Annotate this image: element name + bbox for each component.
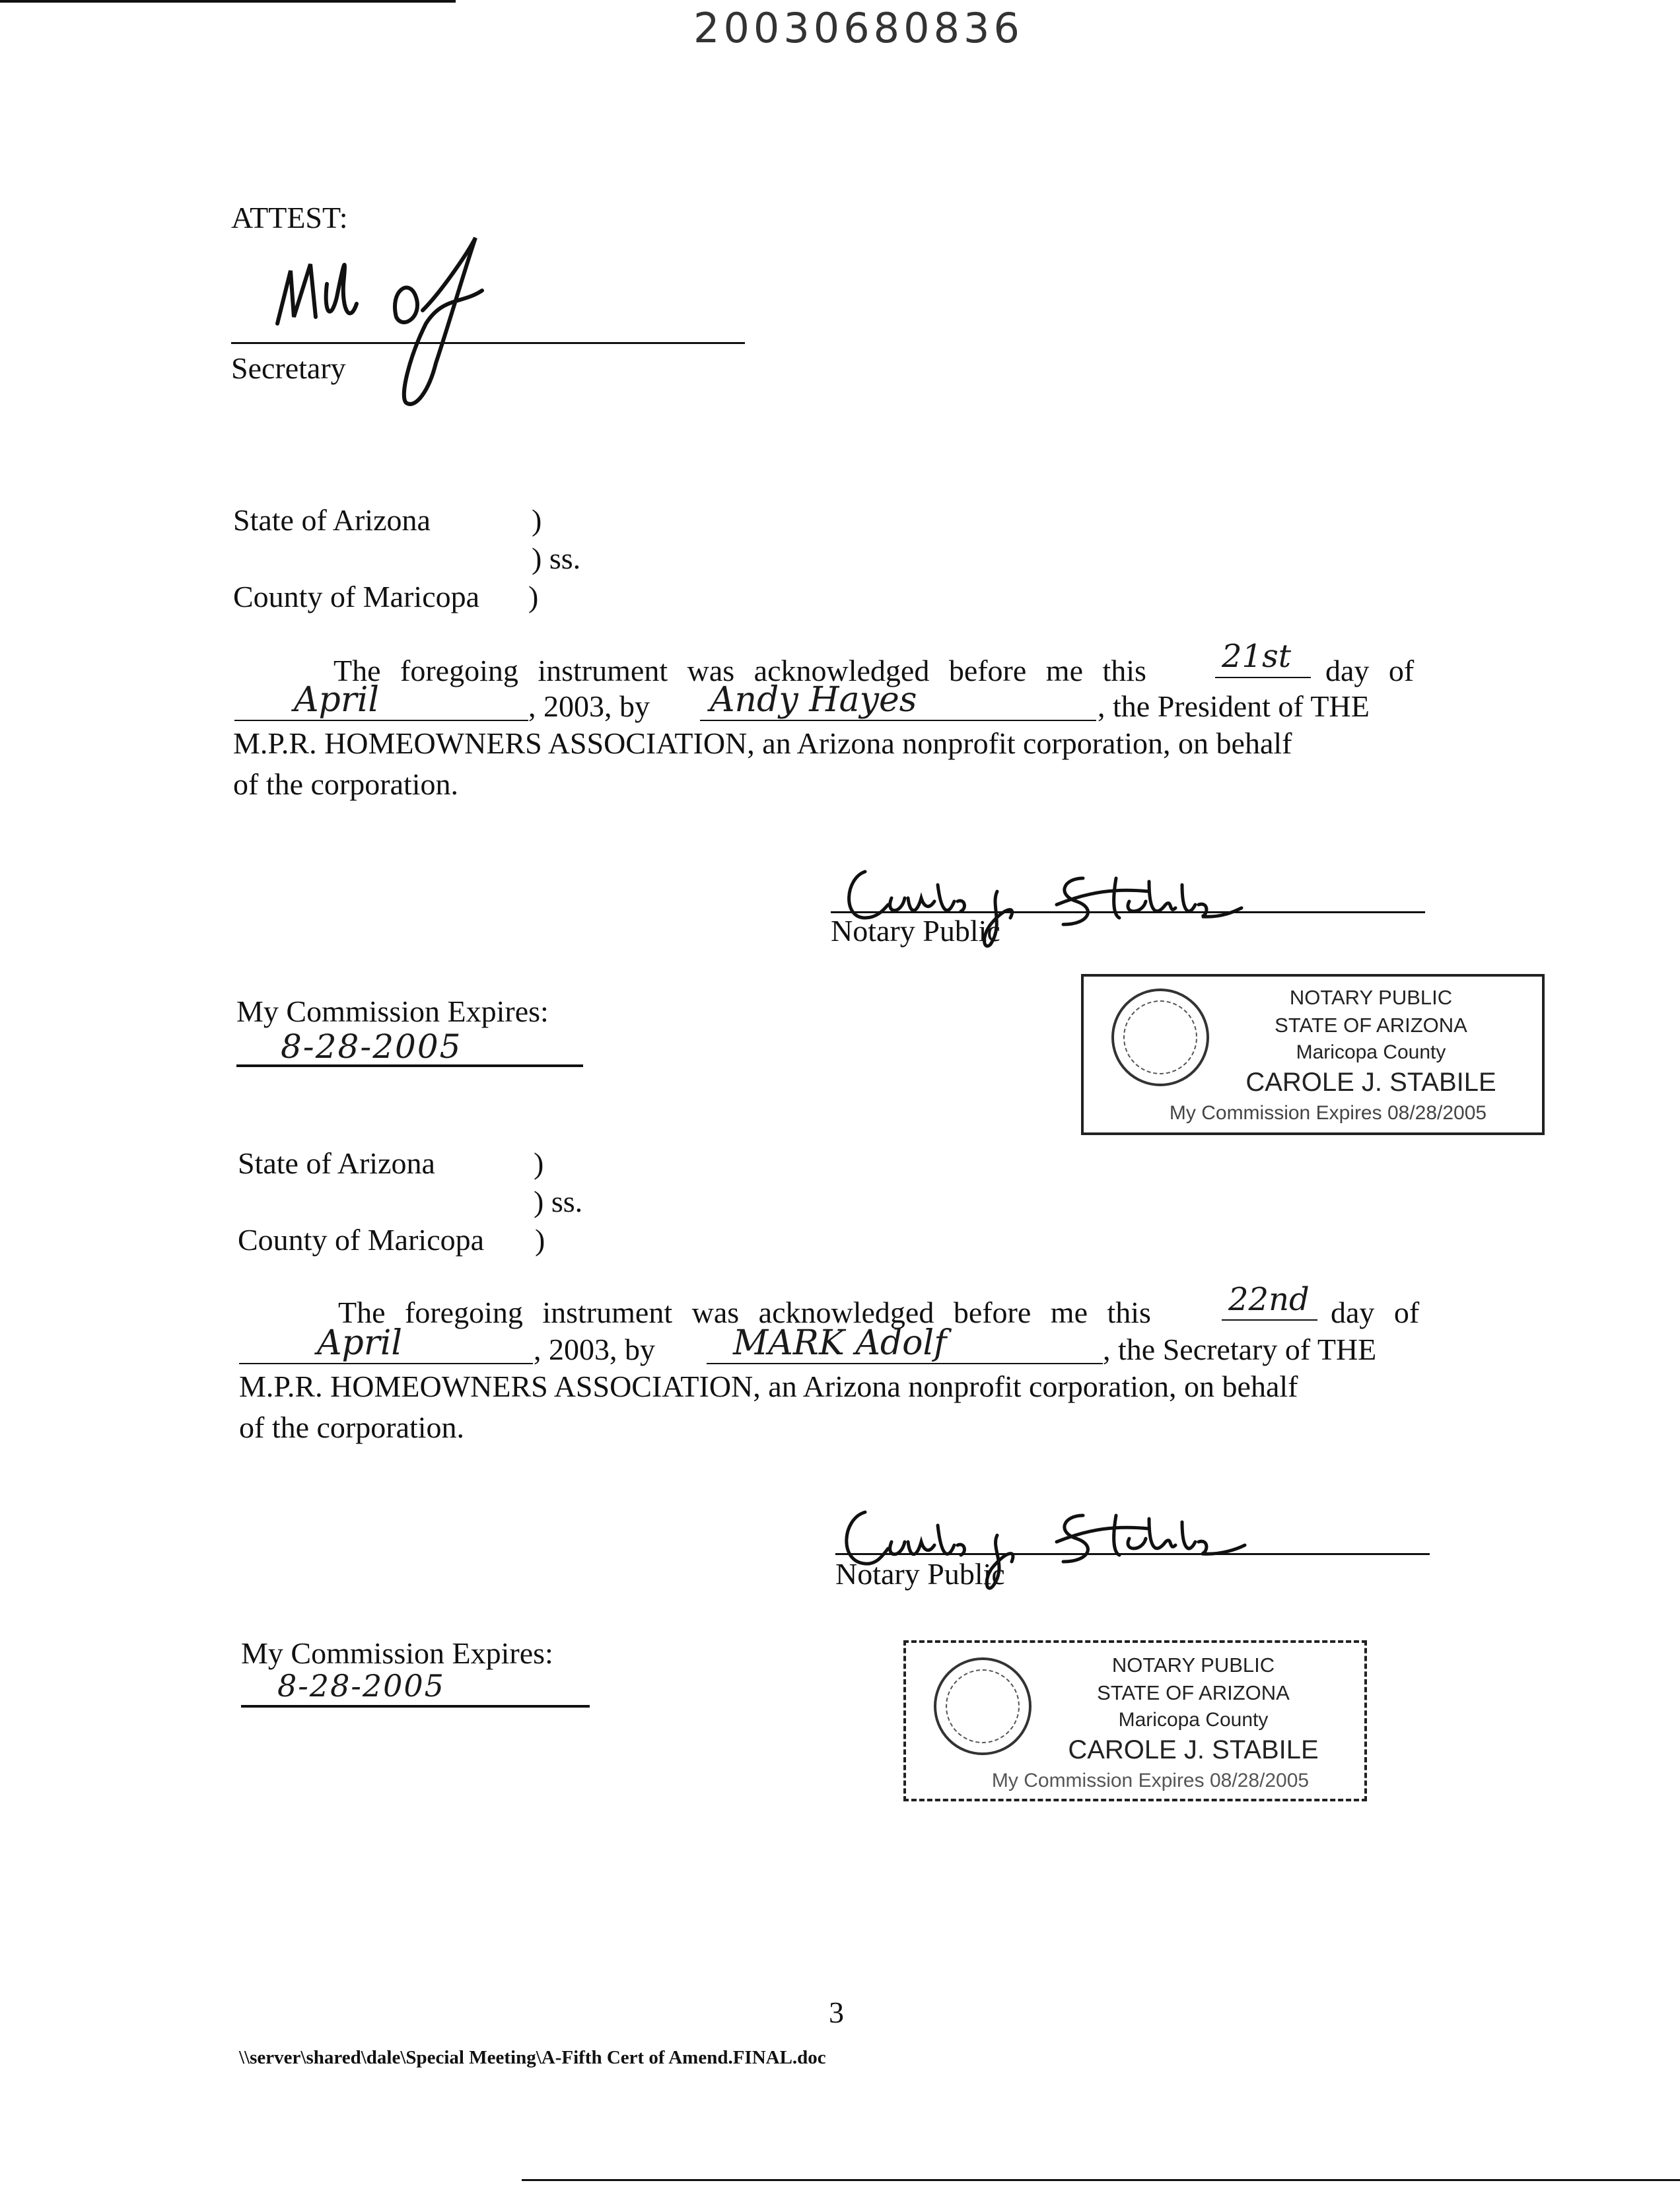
commission-date-handwritten: 8-28-2005 — [277, 1668, 445, 1704]
bottom-rule — [522, 2179, 1680, 2181]
venue-paren: ) — [528, 580, 539, 613]
month-blank-line — [234, 720, 528, 721]
commission-label: My Commission Expires: — [241, 1636, 553, 1670]
notary-signature-line — [831, 911, 1425, 913]
venue-ss: ) ss. — [532, 541, 581, 575]
ack-text-line: , the Secretary of THE — [1103, 1333, 1377, 1366]
venue-state: State of Arizona — [238, 1146, 435, 1180]
stamp-line: STATE OF ARIZONA — [1097, 1681, 1290, 1704]
commission-date-handwritten: 8-28-2005 — [281, 1027, 462, 1066]
notary-stamp — [903, 1640, 1367, 1801]
document-number: 20030680836 — [693, 4, 1024, 52]
venue-paren: ) — [532, 503, 542, 537]
ack-day-handwritten: 22nd — [1228, 1281, 1310, 1318]
ack-text-line: M.P.R. HOMEOWNERS ASSOCIATION, an Arizona nonprofit corporation, on behalf — [239, 1370, 1298, 1403]
venue-county: County of Maricopa — [233, 580, 480, 613]
file-path: \\server\shared\dale\Special Meeting\A-Fifth Cert of Amend.FINAL.doc — [239, 2047, 826, 2068]
commission-label: My Commission Expires: — [236, 994, 549, 1028]
state-seal-icon — [934, 1657, 1032, 1755]
stamp-line: Maricopa County — [1296, 1041, 1446, 1063]
month-blank-line — [239, 1363, 533, 1364]
day-blank-line — [1222, 1319, 1317, 1321]
state-seal-icon — [1111, 989, 1209, 1086]
ack-text-line: , the President of THE — [1098, 689, 1370, 723]
page-number: 3 — [829, 1996, 844, 2029]
ack-text-line: of the corporation. — [239, 1410, 465, 1444]
stamp-name: CAROLE J. STABILE — [1245, 1068, 1496, 1097]
notary-label: Notary Public — [831, 914, 1000, 948]
stamp-line: Maricopa County — [1118, 1709, 1269, 1731]
ack-name-handwritten: Andy Hayes — [710, 680, 917, 720]
stamp-line: NOTARY PUBLIC — [1111, 1653, 1275, 1677]
ack-year-text: , 2003, by — [534, 1333, 655, 1366]
notary-signature-line — [835, 1553, 1430, 1555]
day-blank-line — [1215, 677, 1311, 678]
venue-paren: ) — [535, 1223, 545, 1257]
ack-day-handwritten: 21st — [1222, 638, 1291, 675]
venue-state: State of Arizona — [233, 503, 431, 537]
stamp-name: CAROLE J. STABILE — [1068, 1735, 1319, 1764]
secretary-label: Secretary — [231, 351, 346, 385]
name-blank-line — [707, 1363, 1103, 1364]
commission-date-line — [236, 1064, 583, 1067]
ack-month-handwritten: April — [317, 1323, 402, 1363]
stamp-line: STATE OF ARIZONA — [1275, 1014, 1467, 1037]
ack-year-text: , 2003, by — [528, 689, 650, 723]
top-rule — [0, 0, 456, 3]
venue-county: County of Maricopa — [238, 1223, 485, 1257]
ack-text-line: The foregoing instrument was acknowledged before me this — [333, 654, 1146, 687]
attest-heading: ATTEST: — [231, 201, 348, 234]
venue-ss: ) ss. — [534, 1185, 583, 1218]
notary-stamp — [1081, 974, 1545, 1135]
notary-label: Notary Public — [835, 1557, 1005, 1591]
ack-name-handwritten: MARK Adolf — [733, 1323, 947, 1363]
ack-text-line: day of — [1331, 1296, 1420, 1329]
venue-paren: ) — [534, 1146, 544, 1180]
secretary-signature-line — [231, 342, 745, 344]
stamp-line: NOTARY PUBLIC — [1289, 986, 1453, 1009]
commission-date-line — [241, 1705, 590, 1708]
ack-text-line: of the corporation. — [233, 767, 459, 801]
stamp-line: My Commission Expires 08/28/2005 — [1169, 1102, 1487, 1124]
ack-text-line: day of — [1325, 654, 1415, 687]
ack-month-handwritten: April — [294, 680, 379, 720]
name-blank-line — [700, 720, 1096, 721]
stamp-line: My Commission Expires 08/28/2005 — [991, 1770, 1310, 1791]
ack-text-line: The foregoing instrument was acknowledged before me this — [338, 1296, 1151, 1329]
ack-text-line: M.P.R. HOMEOWNERS ASSOCIATION, an Arizona nonprofit corporation, on behalf — [233, 726, 1292, 760]
secretary-signature — [264, 225, 502, 416]
